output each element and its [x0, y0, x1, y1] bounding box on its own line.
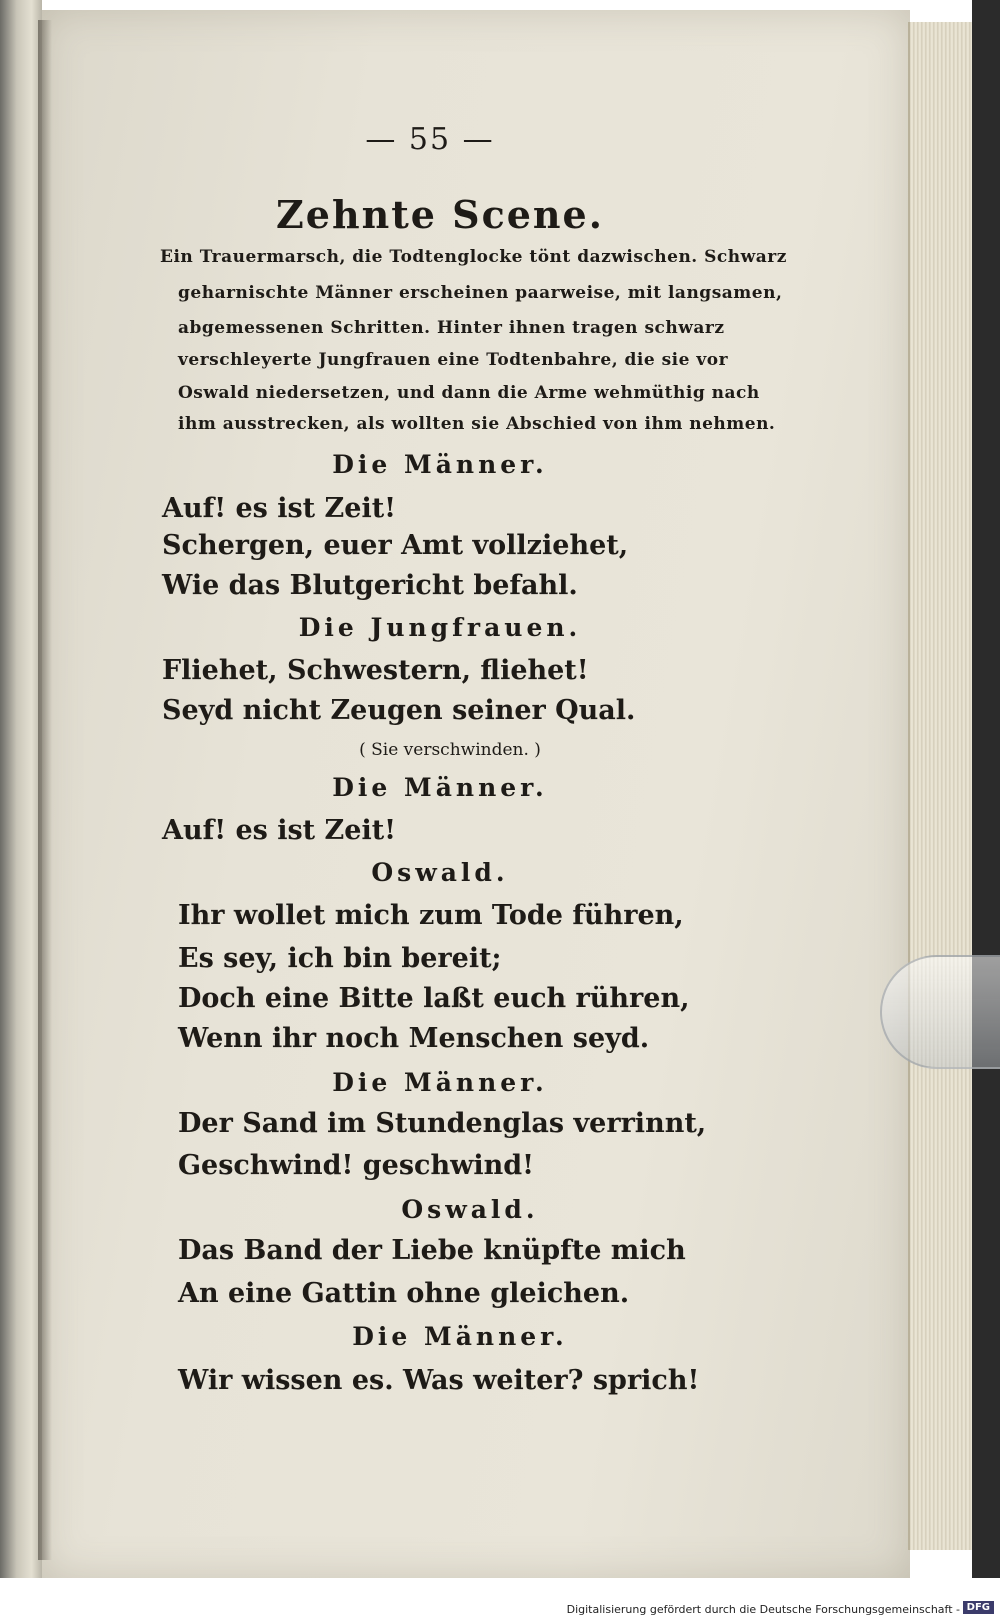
- stage-direction-line: Oswald niedersetzen, und dann die Arme wehmüthig nach: [178, 383, 760, 403]
- verse-line: Ihr wollet mich zum Tode führen,: [178, 900, 684, 931]
- verse-line: Wie das Blutgericht befahl.: [162, 570, 578, 601]
- page-stack-edge: [908, 22, 974, 1550]
- dfg-logo: DFG: [963, 1601, 994, 1614]
- page-number: — 55 —: [365, 122, 495, 157]
- verse-line: Der Sand im Stundenglas verrinnt,: [178, 1108, 707, 1139]
- verse-line: Auf! es ist Zeit!: [162, 815, 397, 846]
- left-page-edge: [0, 0, 42, 1578]
- stage-direction-line: Ein Trauermarsch, die Todtenglocke tönt dazwischen. Schwarz: [160, 247, 787, 267]
- verse-line: Schergen, euer Amt vollziehet,: [162, 530, 629, 561]
- verse-line: Wir wissen es. Was weiter? sprich!: [178, 1365, 700, 1396]
- verse-line: An eine Gattin ohne gleichen.: [178, 1278, 630, 1309]
- verse-line: Seyd nicht Zeugen seiner Qual.: [162, 695, 636, 726]
- stage-direction-line: ihm ausstrecken, als wollten sie Abschied von ihm nehmen.: [178, 414, 776, 434]
- speaker-name: Die Männer.: [352, 1322, 568, 1351]
- footer-credit: Digitalisierung gefördert durch die Deutsche Forschungsgemeinschaft -: [566, 1603, 960, 1616]
- stage-direction-line: verschleyerte Jungfrauen eine Todtenbahre, die sie vor: [178, 350, 729, 370]
- scene-heading: Zehnte Scene.: [276, 192, 604, 237]
- speaker-name: Die Jungfrauen.: [298, 613, 582, 642]
- stage-note: ( Sie verschwinden. ): [359, 740, 541, 760]
- verse-line: Auf! es ist Zeit!: [162, 493, 397, 524]
- verse-line: Fliehet, Schwestern, fliehet!: [162, 655, 589, 686]
- speaker-name: Oswald.: [371, 858, 509, 887]
- verse-line: Geschwind! geschwind!: [178, 1150, 534, 1181]
- scanner-background: [972, 0, 1000, 1578]
- speaker-name: Die Männer.: [332, 773, 548, 802]
- glass-page-weight: [880, 955, 1000, 1069]
- speaker-name: Oswald.: [401, 1195, 539, 1224]
- verse-line: Es sey, ich bin bereit;: [178, 943, 502, 974]
- spine-shadow: [38, 20, 52, 1560]
- stage-direction-line: geharnischte Männer erscheinen paarweise, mit langsamen,: [178, 283, 783, 303]
- verse-line: Das Band der Liebe knüpfte mich: [178, 1235, 686, 1266]
- verse-line: Wenn ihr noch Menschen seyd.: [178, 1023, 650, 1054]
- verse-line: Doch eine Bitte laßt euch rühren,: [178, 983, 690, 1014]
- speaker-name: Die Männer.: [332, 1068, 548, 1097]
- stage-direction-line: abgemessenen Schritten. Hinter ihnen tragen schwarz: [178, 318, 725, 338]
- speaker-name: Die Männer.: [332, 450, 548, 479]
